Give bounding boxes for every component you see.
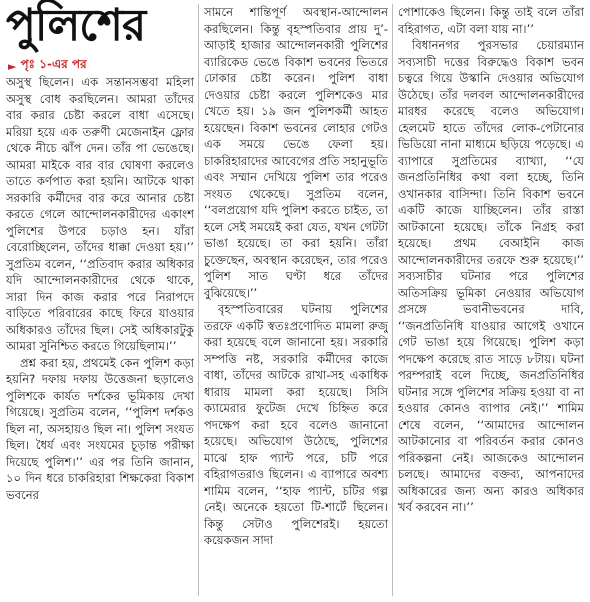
paragraph: সামনে শান্তিপূর্ণ অবস্থান-আন্দোলন করছিলেন। কিন্তু বৃহস্পতিবার প্রায় দু’-আড়াই হাজার আন্দোলনকারী পুলিশের ব্যারিকেড ভেঙে বিকাশ ভবনের ভিতরে ঢোকার চেষ্টা করেন। পুলিশ বাধা দেওয়ার চেষ্টা করলে পুলিশকেও মার খেতে হয়। ১৯ জন পুলিশকর্মী আহত হয়েছেন। বিকাশ ভবনের লোহার গেটও এক সময়ে ভেঙে ফেলা হয়। চাকরিহারাদের আবেগের প্রতি সহানুভূতি এবং সম্মান দেখিয়ে পুলিশ তার পরেও সংযত থেকেছে। সুপ্রতিম বলেন, ‘‘বলপ্রয়োগ যদি পুলিশ করতে চাইত, তা হলে সেই সময়েই করা যেত, যখন গেটটা ভাঙা হয়েছে। তা করা হয়নি। তাঁরা চুক্তেছেন, অবস্থান করেছেন, তার পরেও পুলিশ সাত ঘণ্টা ধরে তাঁদের বুঝিয়েছে।’’ xyxy=(204,5,388,300)
column-divider xyxy=(392,4,393,596)
article-column-3 xyxy=(398,4,584,598)
article-column-2 xyxy=(204,4,388,598)
arrow-right-icon: ► xyxy=(8,59,17,73)
paragraph: বৃহস্পতিবারের ঘটনায় পুলিশের তরফে একটি স্বতঃপ্রণোদিত মামলা রুজু করা হয়েছে বলে জানানো হয়। সরকারি সম্পত্তি নষ্ট, সরকারি কর্মীদের কাজে বাধা, তাঁদের আটকে রাখা-সহ একাধিক ধারায় মামলা করা হয়েছে। সিসি ক্যামেরার ফুটেজ দেখে চিহ্নিত করে পদক্ষেপ করা হবে বলেও জানানো হয়েছে। অভিযোগ উঠেছে, পুলিশের মাঝে হাফ প্যান্ট পরে, চটি পরে বহিরাগতরাও ছিলেন। এ ব্যাপারে অবশ্য শামিম বলেন, ‘‘হাফ প্যান্ট, চটির গল্প নেই। অনেকে হয়তো টি-শার্টে ছিলেন। কিন্তু সেটাও পুলিশেরই। হয়তো কয়েকজন সাদা xyxy=(204,302,388,547)
paragraph: অসুস্থ ছিলেন। এক সন্তানসম্ভবা মহিলা অসুস্থ বোধ করছিলেন। আমরা তাঁদের বার করার চেষ্টা করলে বাধা এসেছে। মরিয়া হয়ে এক তরুণী মেজেনাইন ফ্লোর থেকে নীচে ঝাঁপ দেন। তাঁর পা ভেঙেছে। আমরা মাইকে বার বার ঘোষণা করলেও তাতে কর্ণপাত করা হয়নি। আটকে থাকা সরকারি কর্মীদের বার করে আনার চেষ্টা করতে গেলে আন্দোলনকারীদের একাংশ পুলিশের উপরে চড়াও হন। যাঁরা বেরোচ্ছিলেন, তাঁদের ধাক্কা দেওয়া হয়।’’ সুপ্রতিম বলেন, ‘‘প্রতিবাদ করার অধিকার যদি আন্দোলনকারীদের থেকে থাকে, সারা দিন কাজ করার পরে নিরাপদে বাড়িতে পরিবারের কাছে ফিরে যাওয়ার অধিকারও তাঁদের ছিল। সেই অধিকারটুকু আমরা সুনিশ্চিত করতে গিয়েছিলাম।’’ xyxy=(6,75,194,353)
continued-from-label xyxy=(8,56,87,76)
paragraph: প্রশ্ন করা হয়, প্রথমেই কেন পুলিশ কড়া হয়নি? দফায় দফায় উত্তেজনা ছড়ালেও পুলিশকে কার্যত দর্শকের ভূমিকায় দেখা গিয়েছে। সুপ্রতিম বলেন, ‘‘পুলিশ দর্শকও ছিল না, অসহায়ও ছিল না। পুলিশ সংযত ছিল। ধৈর্য এবং সংযমের চূড়ান্ত পরীক্ষা দিয়েছে পুলিশ।’’ এর পর তিনি জানান, ১০ দিন ধরে চাকরিহারা শিক্ষকেরা বিকাশ ভবনের xyxy=(6,355,194,502)
paragraph: পোশাকেও ছিলেন। কিন্তু তাই বলে তাঁরা বহিরাগত, এটা বলা যায় না।’’ xyxy=(398,5,584,36)
jump-label: পৃঃ ১-এর পর xyxy=(20,57,87,71)
column-divider xyxy=(198,4,199,596)
paragraph: বিধাননগর পুরসভার চেয়ারম্যান সব্যসাচী দত্তের বিরুদ্ধেও বিকাশ ভবন চত্বরে গিয়ে উস্কানি দেওয়ার অভিযোগ উঠেছে। তাঁর দলবল আন্দোলনকারীদের মারধর করেছে বলেও অভিযোগ। হেলমেট হাতে তাঁদের লোক-পেটানোর ভিডিয়ো নানা মাধ্যমে ছড়িয়ে পড়েছে। এ ব্যাপারে সুপ্রতিমের ব্যাখ্যা, ‘‘যে জনপ্রতিনিধির কথা বলা হচ্ছে, তিনি ওখানকার বাসিন্দা। তিনি বিকাশ ভবনে একটি কাজে যাচ্ছিলেন। তাঁর রাস্তা আটকানো হয়েছে। তাঁকে নিগ্রহ করা হয়েছে। প্রথম বেআইনি কাজ আন্দোলনকারীদের তরফে শুরু হয়েছে।’’ সব্যসাচীর ঘটনার পরে পুলিশের অতিসক্রিয় ভূমিকা নেওয়ার অভিযোগ প্রসঙ্গে ভবানীভবনের দাবি, ‘‘জনপ্রতিনিধি যাওয়ার আগেই ওখানে গেট ভাঙা হয়ে গিয়েছে। পুলিশ কড়া পদক্ষেপ করেছে রাত সাড়ে ৮টায়। ঘটনা পরম্পরাই বলে দিচ্ছে, জনপ্রতিনিধির ঘটনার সঙ্গে পুলিশের সক্রিয় হওয়া বা না হওয়ার কোনও ব্যাপার নেই।’’ শামিম শেষে বলেন, ‘‘আমাদের আন্দোলন আটকানোর বা পরিবর্তন করার কোনও পরিকল্পনা নেই। আজকেও আন্দোলন চলছে। আমাদের বক্তব্য, আপনাদের অধিকারের জন্য অন্য কারও অধিকার খর্ব করবেন না।’’ xyxy=(398,38,584,514)
headline: পুলিশের xyxy=(6,0,146,51)
article-column-1 xyxy=(6,74,194,598)
